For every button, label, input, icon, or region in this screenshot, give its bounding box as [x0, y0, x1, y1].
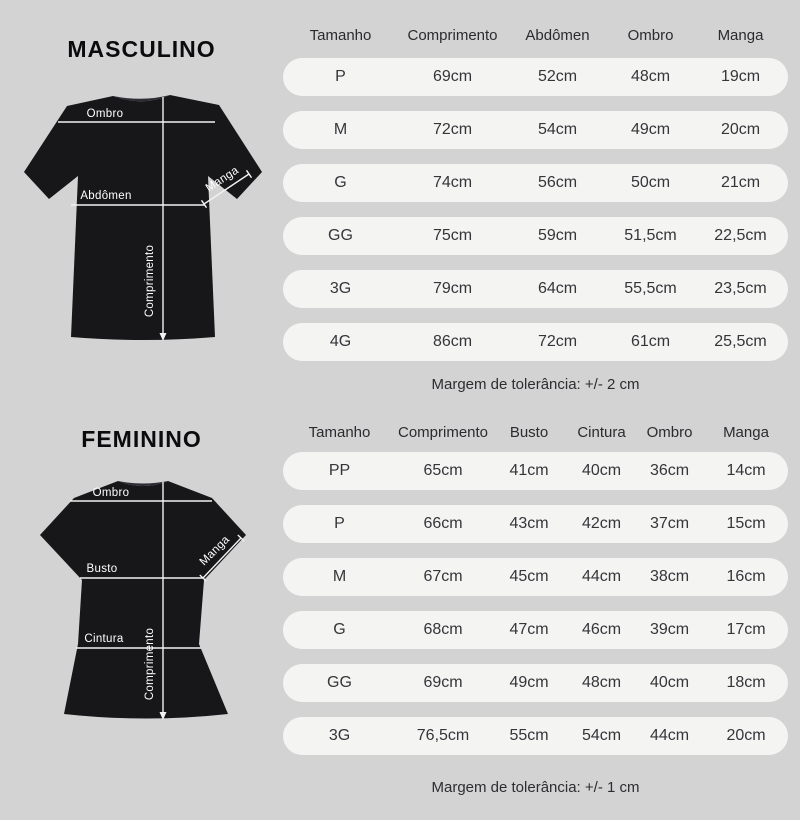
measure-cell: 79cm	[432, 280, 473, 297]
measure-cell: 49cm	[509, 674, 549, 691]
header-cell: Comprimento	[407, 26, 498, 44]
masculino-table-header	[283, 12, 788, 58]
manga-label: Manga	[197, 533, 233, 569]
size-cell: 3G	[328, 727, 351, 744]
measure-cell: 74cm	[432, 174, 473, 191]
table-row	[283, 217, 788, 255]
size-cell: 4G	[329, 333, 352, 350]
size-cell: M	[333, 121, 348, 138]
size-cell: GG	[328, 227, 353, 244]
size-cell: P	[334, 515, 345, 532]
manga-label: Manga	[203, 164, 242, 195]
table-row	[283, 505, 788, 543]
measure-cell: 66cm	[423, 515, 463, 532]
abdomen-label: Abdômen	[80, 190, 132, 202]
tshirt-female-silhouette	[40, 481, 246, 719]
measure-cell: 44cm	[581, 568, 622, 585]
measure-cell: 51,5cm	[624, 227, 677, 244]
measure-cell: 43cm	[509, 515, 549, 532]
ombro-label: Ombro	[92, 487, 130, 499]
measure-cell: 50cm	[630, 174, 671, 191]
measure-cell: 69cm	[423, 674, 463, 691]
measure-cell: 39cm	[649, 621, 690, 638]
measure-cell: 23,5cm	[714, 280, 767, 297]
size-cell: G	[334, 174, 347, 191]
header-cell: Abdômen	[525, 26, 590, 44]
header-cell: Manga	[723, 423, 769, 441]
measure-cell: 76,5cm	[416, 727, 470, 744]
measure-cell: 48cm	[581, 674, 622, 691]
measure-cell: 49cm	[630, 121, 671, 138]
measure-cell: 14cm	[726, 462, 766, 479]
measure-cell: 20cm	[726, 727, 766, 744]
table-row	[283, 717, 788, 755]
cintura-label: Cintura	[84, 633, 124, 645]
measure-cell: 48cm	[630, 68, 671, 85]
table-row	[283, 323, 788, 361]
measure-cell: 46cm	[581, 621, 622, 638]
feminino-table-header	[283, 412, 788, 452]
size-cell: P	[335, 68, 346, 85]
measure-cell: 25,5cm	[714, 333, 767, 350]
ombro-label: Ombro	[86, 108, 124, 120]
measure-cell: 55cm	[509, 727, 549, 744]
measure-cell: 18cm	[726, 674, 766, 691]
measure-cell: 56cm	[537, 174, 578, 191]
measure-cell: 21cm	[720, 174, 761, 191]
measure-cell: 37cm	[649, 515, 690, 532]
table-row	[283, 270, 788, 308]
measure-cell: 72cm	[432, 121, 473, 138]
measure-cell: 16cm	[726, 568, 766, 585]
size-cell: M	[332, 568, 347, 585]
tshirt-male-silhouette	[24, 95, 262, 340]
measure-cell: 42cm	[581, 515, 622, 532]
measure-cell: 40cm	[581, 462, 622, 479]
measure-cell: 61cm	[630, 333, 671, 350]
measure-cell: 22,5cm	[714, 227, 767, 244]
header-cell: Tamanho	[308, 423, 371, 441]
measure-cell: 55,5cm	[624, 280, 677, 297]
size-cell: G	[333, 621, 346, 638]
masculino-tolerance-note: Margem de tolerância: +/- 2 cm	[431, 376, 640, 393]
table-row	[283, 558, 788, 596]
comprimento-label: Comprimento	[144, 244, 156, 318]
header-cell: Comprimento	[397, 423, 489, 441]
measure-cell: 68cm	[423, 621, 463, 638]
size-cell: GG	[327, 674, 352, 691]
feminino-size-table	[283, 412, 788, 796]
table-row	[283, 664, 788, 702]
header-cell: Ombro	[646, 423, 693, 441]
measure-cell: 41cm	[509, 462, 549, 479]
masculino-size-table	[283, 12, 788, 393]
size-cell: PP	[328, 462, 351, 479]
header-cell: Ombro	[627, 26, 674, 44]
header-cell: Manga	[717, 26, 764, 44]
masculino-shirt-diagram	[18, 86, 268, 346]
busto-label: Busto	[86, 563, 118, 575]
measure-cell: 15cm	[726, 515, 766, 532]
size-cell: 3G	[329, 280, 352, 297]
measure-cell: 20cm	[720, 121, 761, 138]
measure-cell: 64cm	[537, 280, 578, 297]
measure-cell: 72cm	[537, 333, 578, 350]
masculino-section-title: MASCULINO	[67, 36, 216, 62]
header-cell: Tamanho	[309, 26, 372, 44]
comprimento-label: Comprimento	[144, 627, 156, 701]
measure-cell: 17cm	[726, 621, 766, 638]
measure-cell: 65cm	[423, 462, 463, 479]
feminino-section-title: FEMININO	[81, 426, 202, 452]
measure-cell: 36cm	[649, 462, 690, 479]
measure-cell: 38cm	[649, 568, 690, 585]
header-cell: Busto	[509, 423, 549, 441]
table-row	[283, 452, 788, 490]
measure-cell: 86cm	[432, 333, 473, 350]
measure-cell: 40cm	[649, 674, 690, 691]
measure-cell: 54cm	[537, 121, 578, 138]
measure-cell: 59cm	[537, 227, 578, 244]
measure-cell: 19cm	[720, 68, 761, 85]
feminino-tolerance-note: Margem de tolerância: +/- 1 cm	[431, 779, 640, 796]
feminino-shirt-diagram	[18, 472, 268, 722]
measure-cell: 52cm	[537, 68, 578, 85]
measure-cell: 67cm	[423, 568, 463, 585]
header-cell: Cintura	[577, 423, 626, 441]
measure-cell: 45cm	[509, 568, 549, 585]
measure-cell: 75cm	[432, 227, 473, 244]
measure-cell: 69cm	[432, 68, 473, 85]
measure-cell: 47cm	[509, 621, 549, 638]
table-row	[283, 611, 788, 649]
table-row	[283, 164, 788, 202]
table-row	[283, 58, 788, 96]
table-row	[283, 111, 788, 149]
measure-cell: 54cm	[581, 727, 622, 744]
measure-cell: 44cm	[649, 727, 690, 744]
